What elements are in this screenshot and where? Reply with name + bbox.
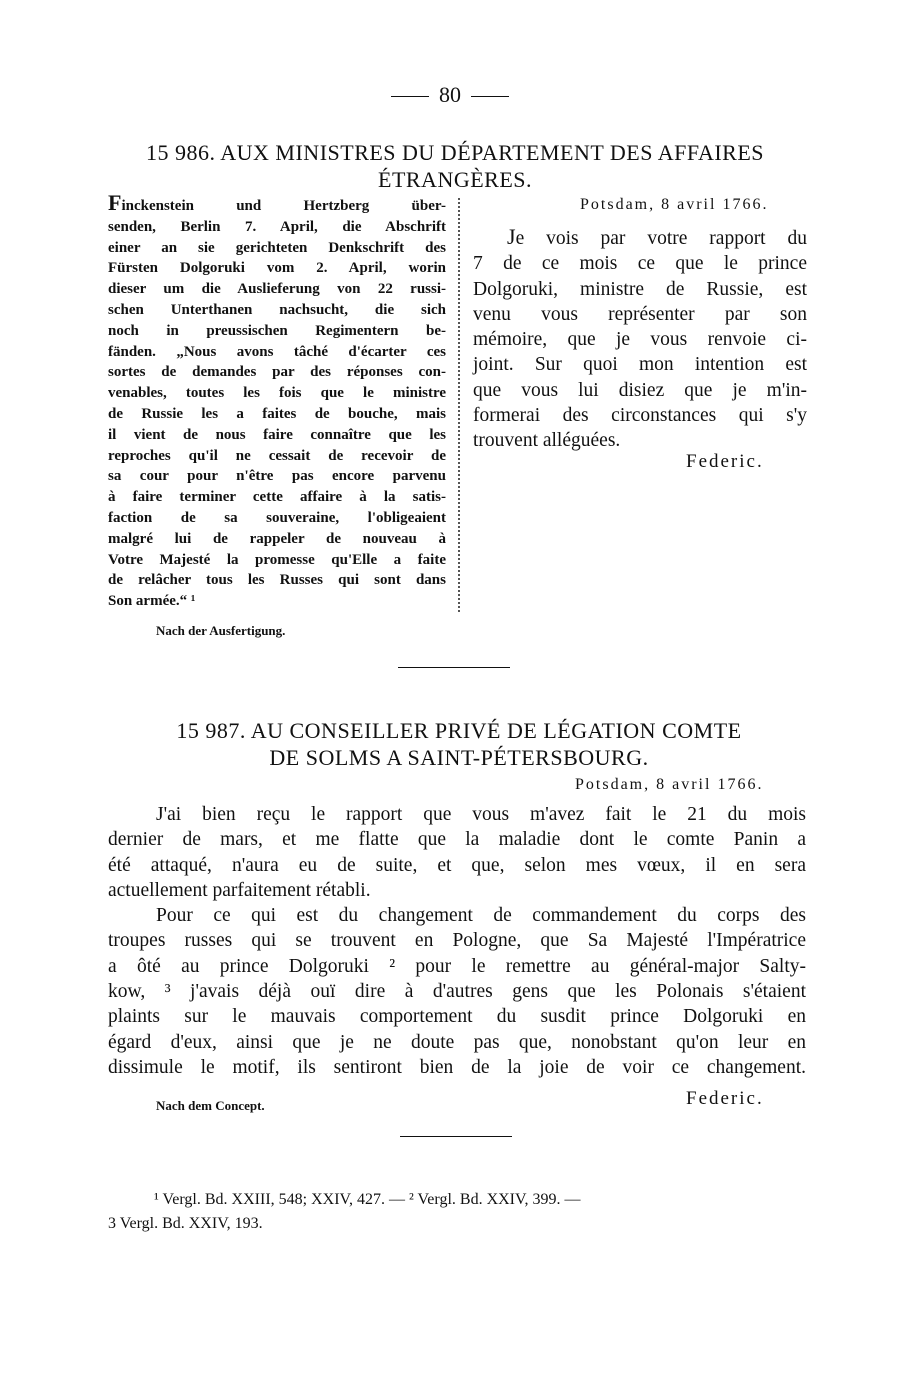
summary-line-text: à faire terminer cette affaire à la satis- bbox=[108, 489, 446, 506]
letter1-source: Nach der Ausfertigung. bbox=[156, 623, 286, 638]
summary-line bbox=[108, 217, 446, 238]
letter2-line bbox=[108, 1030, 806, 1055]
letter1-line-text: que vous lui disiez que je m'in- bbox=[473, 379, 807, 401]
summary-line bbox=[108, 383, 446, 404]
summary-line bbox=[108, 446, 446, 467]
letter1-title-line2: ÉTRANGÈRES. bbox=[378, 167, 532, 192]
letter1-number: 15 986. bbox=[145, 140, 216, 165]
letter2-line-text: dissimule le motif, ils sentiront bien de la joie de voir ce changement. bbox=[108, 1056, 806, 1078]
footnote-line-1: ¹ Vergl. Bd. XXIII, 548; XXIV, 427. — ² Vergl. Bd. XXIV, 399. — bbox=[154, 1191, 581, 1208]
summary-line-text: Fürsten Dolgoruki vom 2. April, worin bbox=[108, 260, 446, 277]
letter2-body bbox=[108, 802, 806, 1080]
summary-line bbox=[108, 425, 446, 446]
letter1-line bbox=[473, 277, 807, 302]
summary-line-text: Son armée.“ ¹ bbox=[108, 593, 196, 610]
letter2-line bbox=[108, 1004, 806, 1029]
footnotes bbox=[108, 1188, 808, 1236]
letter2-line-text: a ôté au prince Dolgoruki ² pour le remettre au général-major Salty- bbox=[108, 955, 806, 977]
summary-line bbox=[108, 570, 446, 591]
letter2-line-text: troupes russes qui se trouvent en Pologne, que Sa Majesté l'Impératrice bbox=[108, 930, 806, 952]
letter2-heading bbox=[100, 717, 818, 771]
summary-line-text: fänden. „Nous avons tâché d'écarter ces bbox=[108, 343, 446, 360]
summary-line-text: einer an sie gerichteten Denkschrift des bbox=[108, 239, 446, 256]
letter2-line-text: été attaqué, n'aura eu de suite, et que, selon mes vœux, il en sera bbox=[108, 854, 806, 876]
summary-line-text: dieser um die Auslieferung von 22 russi- bbox=[108, 281, 446, 298]
letter2-line bbox=[108, 1055, 806, 1080]
letter2-line bbox=[108, 903, 806, 928]
summary-line bbox=[108, 487, 446, 508]
initial-letter: J bbox=[507, 224, 516, 249]
letter1-line bbox=[473, 352, 807, 377]
summary-line bbox=[108, 279, 446, 300]
paragraph-1 bbox=[108, 802, 806, 903]
footnote-line-2: 3 Vergl. Bd. XXIV, 193. bbox=[108, 1215, 263, 1232]
summary-line-text: de relâcher tous les Russes qui sont dans bbox=[108, 572, 446, 589]
dash-left bbox=[391, 96, 429, 97]
column-divider bbox=[458, 198, 460, 612]
letter1-line bbox=[473, 378, 807, 403]
letter1-line-text: Dolgoruki, ministre de Russie, est bbox=[473, 278, 807, 300]
summary-line-text: Votre Majesté la promesse qu'Elle a faite bbox=[108, 551, 446, 568]
letter2-line-text: dernier de mars, et me flatte que la maladie dont le comte Panin a bbox=[108, 829, 806, 851]
letter1-heading bbox=[100, 139, 810, 193]
summary-line bbox=[108, 190, 446, 217]
summary-line-text: reproches qu'il ne cessait de recevoir de bbox=[108, 447, 446, 464]
letter1-line bbox=[473, 403, 807, 428]
letter1-title-line1 bbox=[100, 139, 810, 166]
summary-line-text: noch in preussischen Regimentern be- bbox=[108, 322, 446, 339]
summary-line-text: de Russie les a faites de bouche, mais bbox=[108, 405, 446, 422]
summary-line bbox=[108, 342, 446, 363]
letter2-line bbox=[108, 928, 806, 953]
letter2-title-line2: DE SOLMS A SAINT-PÉTERSBOURG. bbox=[269, 745, 649, 770]
letter2-line-text: kow, ³ j'avais déjà ouï dire à d'autres gens que les Polonais s'étaient bbox=[108, 981, 806, 1003]
summary-line-text: senden, Berlin 7. April, die Abschrift bbox=[108, 218, 446, 235]
page-number bbox=[0, 82, 900, 108]
summary-line bbox=[108, 238, 446, 259]
summary-line bbox=[108, 591, 446, 612]
letter2-line bbox=[108, 802, 806, 827]
summary-line bbox=[108, 258, 446, 279]
letter2-signature: Federic. bbox=[686, 1088, 764, 1109]
letter2-source: Nach dem Concept. bbox=[156, 1098, 265, 1113]
letter1-line-text: trouvent alléguées. bbox=[473, 430, 621, 452]
summary-line-text: schen Unterthanen nachsucht, die sich bbox=[108, 301, 446, 318]
summary-line bbox=[108, 321, 446, 342]
letter1-line-text: joint. Sur quoi mon intention est bbox=[473, 354, 807, 376]
letter1-line-text: 7 de ce mois ce que le prince bbox=[473, 253, 807, 275]
letter2-title-line1 bbox=[100, 717, 818, 744]
letter2-place-date: Potsdam, 8 avril 1766. bbox=[575, 776, 764, 793]
letter1-line bbox=[473, 327, 807, 352]
letter2-number: 15 987. bbox=[176, 718, 246, 743]
summary-line-text: faction de sa souveraine, l'obligeaient bbox=[108, 509, 446, 526]
letter1-line-text: formerai des circonstances qui s'y bbox=[473, 405, 807, 427]
dash-right bbox=[471, 96, 509, 97]
letter2-line-text: Pour ce qui est du changement de commandement du corps des bbox=[156, 905, 806, 927]
summary-line bbox=[108, 466, 446, 487]
letter1-line-text: venu vous représenter par son bbox=[473, 303, 807, 325]
separator-rule-1 bbox=[398, 667, 510, 668]
letter1-line-text: e vois par votre rapport du bbox=[515, 228, 807, 249]
summary-line bbox=[108, 404, 446, 425]
summary-line bbox=[108, 550, 446, 571]
summary-line bbox=[108, 508, 446, 529]
letter1-line-text: mémoire, que je vous renvoie ci- bbox=[473, 329, 807, 351]
initial-letter: F bbox=[108, 190, 122, 215]
summary-line-text: venables, toutes les fois que le ministre bbox=[108, 385, 446, 402]
letter2-line-text: égard d'eux, ainsi que je ne doute pas que, nonobstant qu'on leur en bbox=[108, 1031, 806, 1053]
letter2-line-text: actuellement parfaitement rétabli. bbox=[108, 879, 371, 901]
summary-line bbox=[108, 529, 446, 550]
letter1-text bbox=[473, 224, 807, 454]
letter1-line bbox=[473, 428, 807, 453]
summary-line-text: sa cour pour n'être pas encore parvenu bbox=[108, 468, 446, 485]
summary-line-text: inckenstein und Hertzberg über- bbox=[121, 198, 446, 214]
summary-line bbox=[108, 300, 446, 321]
letter2-line-text: plaints sur le mauvais comportement du susdit prince Dolgoruki en bbox=[108, 1006, 806, 1028]
letter2-line-text: J'ai bien reçu le rapport que vous m'avez fait le 21 du mois bbox=[156, 804, 806, 825]
summary-line-text: malgré lui de rappeler de nouveau à bbox=[108, 530, 446, 547]
letter2-line bbox=[108, 878, 806, 903]
letter1-place-date: Potsdam, 8 avril 1766. bbox=[580, 196, 769, 213]
paragraph-2 bbox=[108, 903, 806, 1080]
letter2-line bbox=[108, 827, 806, 852]
letter1-title-text: AUX MINISTRES DU DÉPARTEMENT DES AFFAIRES bbox=[220, 140, 765, 165]
summary-line-text: il vient de nous faire connaître que les bbox=[108, 426, 446, 443]
separator-rule-2 bbox=[400, 1136, 512, 1137]
letter2-line bbox=[108, 853, 806, 878]
letter2-title-text: AU CONSEILLER PRIVÉ DE LÉGATION COMTE bbox=[250, 718, 742, 743]
letter2-line bbox=[108, 954, 806, 979]
letter1-line bbox=[473, 224, 807, 251]
letter1-signature: Federic. bbox=[686, 451, 764, 472]
letter1-summary bbox=[108, 190, 446, 612]
summary-line bbox=[108, 362, 446, 383]
letter1-line bbox=[473, 251, 807, 276]
summary-line-text: sortes de demandes par des réponses con- bbox=[108, 364, 446, 381]
letter1-line bbox=[473, 302, 807, 327]
letter2-line bbox=[108, 979, 806, 1004]
page-number-text: 80 bbox=[439, 82, 461, 107]
